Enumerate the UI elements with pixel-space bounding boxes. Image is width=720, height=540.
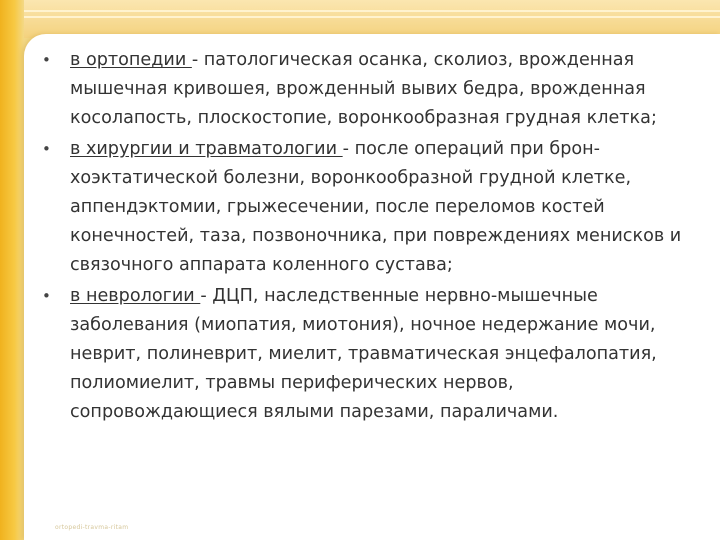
list-item-surgery <box>40 135 704 280</box>
item-text: - патологическая осанка, сколиоз, врожденная мышечная кривошея, врожденный вывих бедра, врожденная косолапость, плоскостопие, воронкообразная грудная клетка; <box>70 50 657 128</box>
list-item-orthopedics <box>40 46 704 133</box>
item-text: - после операций при брон-хоэктатической болезни, воронкообразной грудной клетке, аппендэктомии, грыжесечении, после переломов костей конечностей, таза, позвоночника, при повреждениях менисков и связочного аппарата коленного сустава; <box>70 139 682 275</box>
bullet-icon: • <box>42 140 51 158</box>
slide-content-area <box>24 34 720 540</box>
footer-watermark: ortopedi-travma-ritam <box>55 524 129 531</box>
bullet-list <box>40 46 704 427</box>
bullet-icon: • <box>42 51 51 69</box>
item-term: в ортопедии <box>70 50 192 70</box>
item-term: в неврологии <box>70 286 201 306</box>
item-term: в хирургии и травматологии <box>70 139 343 159</box>
decorative-line <box>24 16 720 18</box>
list-item-neurology <box>40 282 704 427</box>
decorative-line <box>24 10 720 12</box>
item-text: - ДЦП, наследственные нервно-мышечные заболевания (миопатия, миотония), ночное недержание мочи, неврит, полиневрит, миелит, травматическая энцефалопатия, полиомиелит, травмы периферических нервов, сопровождающиеся вялыми парезами, параличами. <box>70 286 657 422</box>
decorative-left-bar <box>0 0 24 540</box>
bullet-icon: • <box>42 287 51 305</box>
decorative-top-band <box>0 0 720 38</box>
